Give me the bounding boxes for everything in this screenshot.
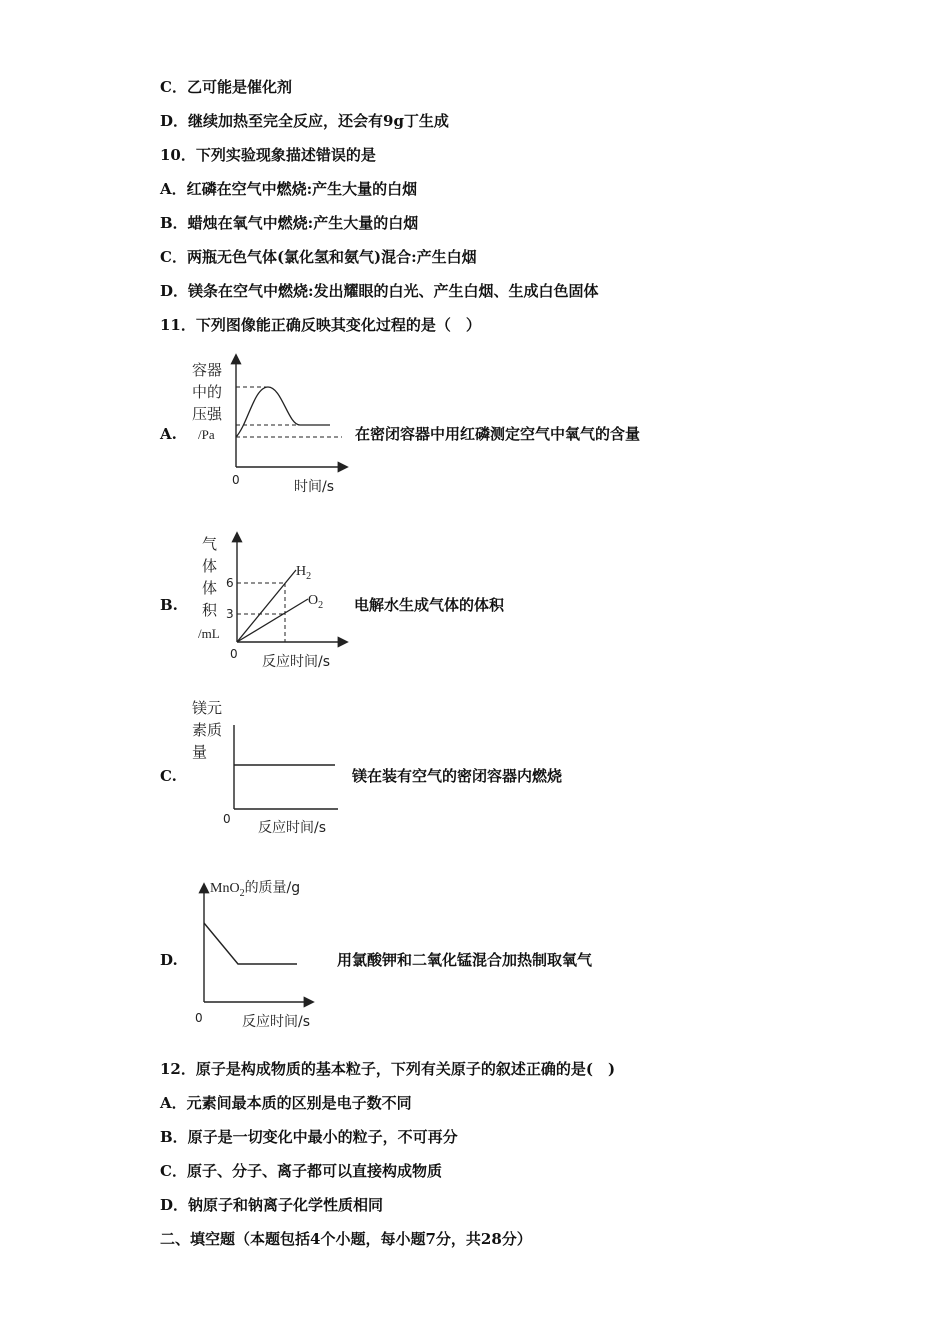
y-label-line: 素质 — [192, 721, 223, 739]
y-unit: /Pa — [198, 427, 215, 442]
origin-label: 0 — [230, 647, 238, 661]
q11-stem: 11．下列图像能正确反映其变化过程的是（ ） — [160, 316, 481, 334]
x-label: 反应时间/s — [242, 1014, 311, 1030]
y-label-line: 体 — [202, 579, 218, 597]
y-label-line: 体 — [202, 557, 218, 575]
y-label-line: 镁元 — [192, 699, 223, 717]
x-label: 反应时间/s — [258, 820, 327, 836]
q12-option-d: D．钠原子和钠离子化学性质相同 — [160, 1196, 384, 1214]
chart-d-mno2-mass — [190, 875, 350, 1035]
tick-6: 6 — [226, 576, 234, 590]
q12-option-b: B．原子是一切变化中最小的粒子，不可再分 — [160, 1128, 458, 1146]
q10-option-c: C．两瓶无色气体(氯化氢和氨气)混合:产生白烟 — [160, 248, 477, 266]
y-label-line: 积 — [202, 601, 218, 619]
mno2-mass-line — [204, 923, 297, 964]
q11-option-c-letter: C. — [160, 767, 177, 785]
q12-stem: 12．原子是构成物质的基本粒子，下列有关原子的叙述正确的是( ) — [160, 1060, 616, 1078]
q11-option-a-letter: A. — [160, 425, 177, 443]
q12-option-c: C．原子、分子、离子都可以直接构成物质 — [160, 1162, 442, 1180]
y-label-line: 量 — [192, 743, 208, 761]
x-label: 时间/s — [294, 479, 335, 495]
q10-option-a: A．红磷在空气中燃烧:产生大量的白烟 — [160, 180, 418, 198]
y-label-line: 压强 — [192, 405, 223, 423]
o2-line — [237, 599, 308, 642]
y-label-line: 中的 — [192, 383, 223, 401]
o2-label: $O_2$ — [308, 593, 324, 611]
q11-option-a-caption: 在密闭容器中用红磷测定空气中氧气的含量 — [355, 425, 641, 443]
q9-option-c: C．乙可能是催化剂 — [160, 78, 292, 96]
q11-option-c-caption: 镁在装有空气的密闭容器内燃烧 — [352, 767, 563, 785]
q10-option-d: D．镁条在空气中燃烧:发出耀眼的白光、产生白烟、生成白色固体 — [160, 282, 599, 300]
q11-option-b-letter: B. — [160, 596, 178, 614]
chart-a-pressure — [190, 352, 350, 497]
y-unit: /mL — [198, 626, 220, 641]
y-label-line: 气 — [202, 535, 218, 553]
origin-label: 0 — [223, 812, 231, 826]
q10-option-b: B．蜡烛在氧气中燃烧:产生大量的白烟 — [160, 214, 419, 232]
q11-option-d-letter: D. — [160, 951, 178, 969]
tick-3: 3 — [226, 607, 234, 621]
y-label: MnO$_2$的质量/g — [210, 880, 301, 899]
chart-c-mg-mass — [190, 695, 350, 840]
q11-option-b-caption: 电解水生成气体的体积 — [354, 596, 505, 614]
pressure-curve — [236, 387, 330, 437]
chart-b-gas-volume — [190, 530, 350, 675]
q11-option-d-caption: 用氯酸钾和二氧化锰混合加热制取氧气 — [337, 951, 593, 969]
origin-label: 0 — [232, 473, 240, 487]
y-label-line: 容器 — [192, 361, 223, 379]
h2-line — [237, 570, 296, 642]
h2-label: $H_2$ — [296, 564, 312, 582]
section-heading: 二、填空题（本题包括4个小题，每小题7分，共28分） — [160, 1230, 532, 1248]
x-label: 反应时间/s — [262, 654, 331, 670]
origin-label: 0 — [195, 1011, 203, 1025]
q10-stem: 10．下列实验现象描述错误的是 — [160, 146, 376, 164]
q9-option-d: D．继续加热至完全反应，还会有9g丁生成 — [160, 112, 449, 130]
q12-option-a: A．元素间最本质的区别是电子数不同 — [160, 1094, 412, 1112]
